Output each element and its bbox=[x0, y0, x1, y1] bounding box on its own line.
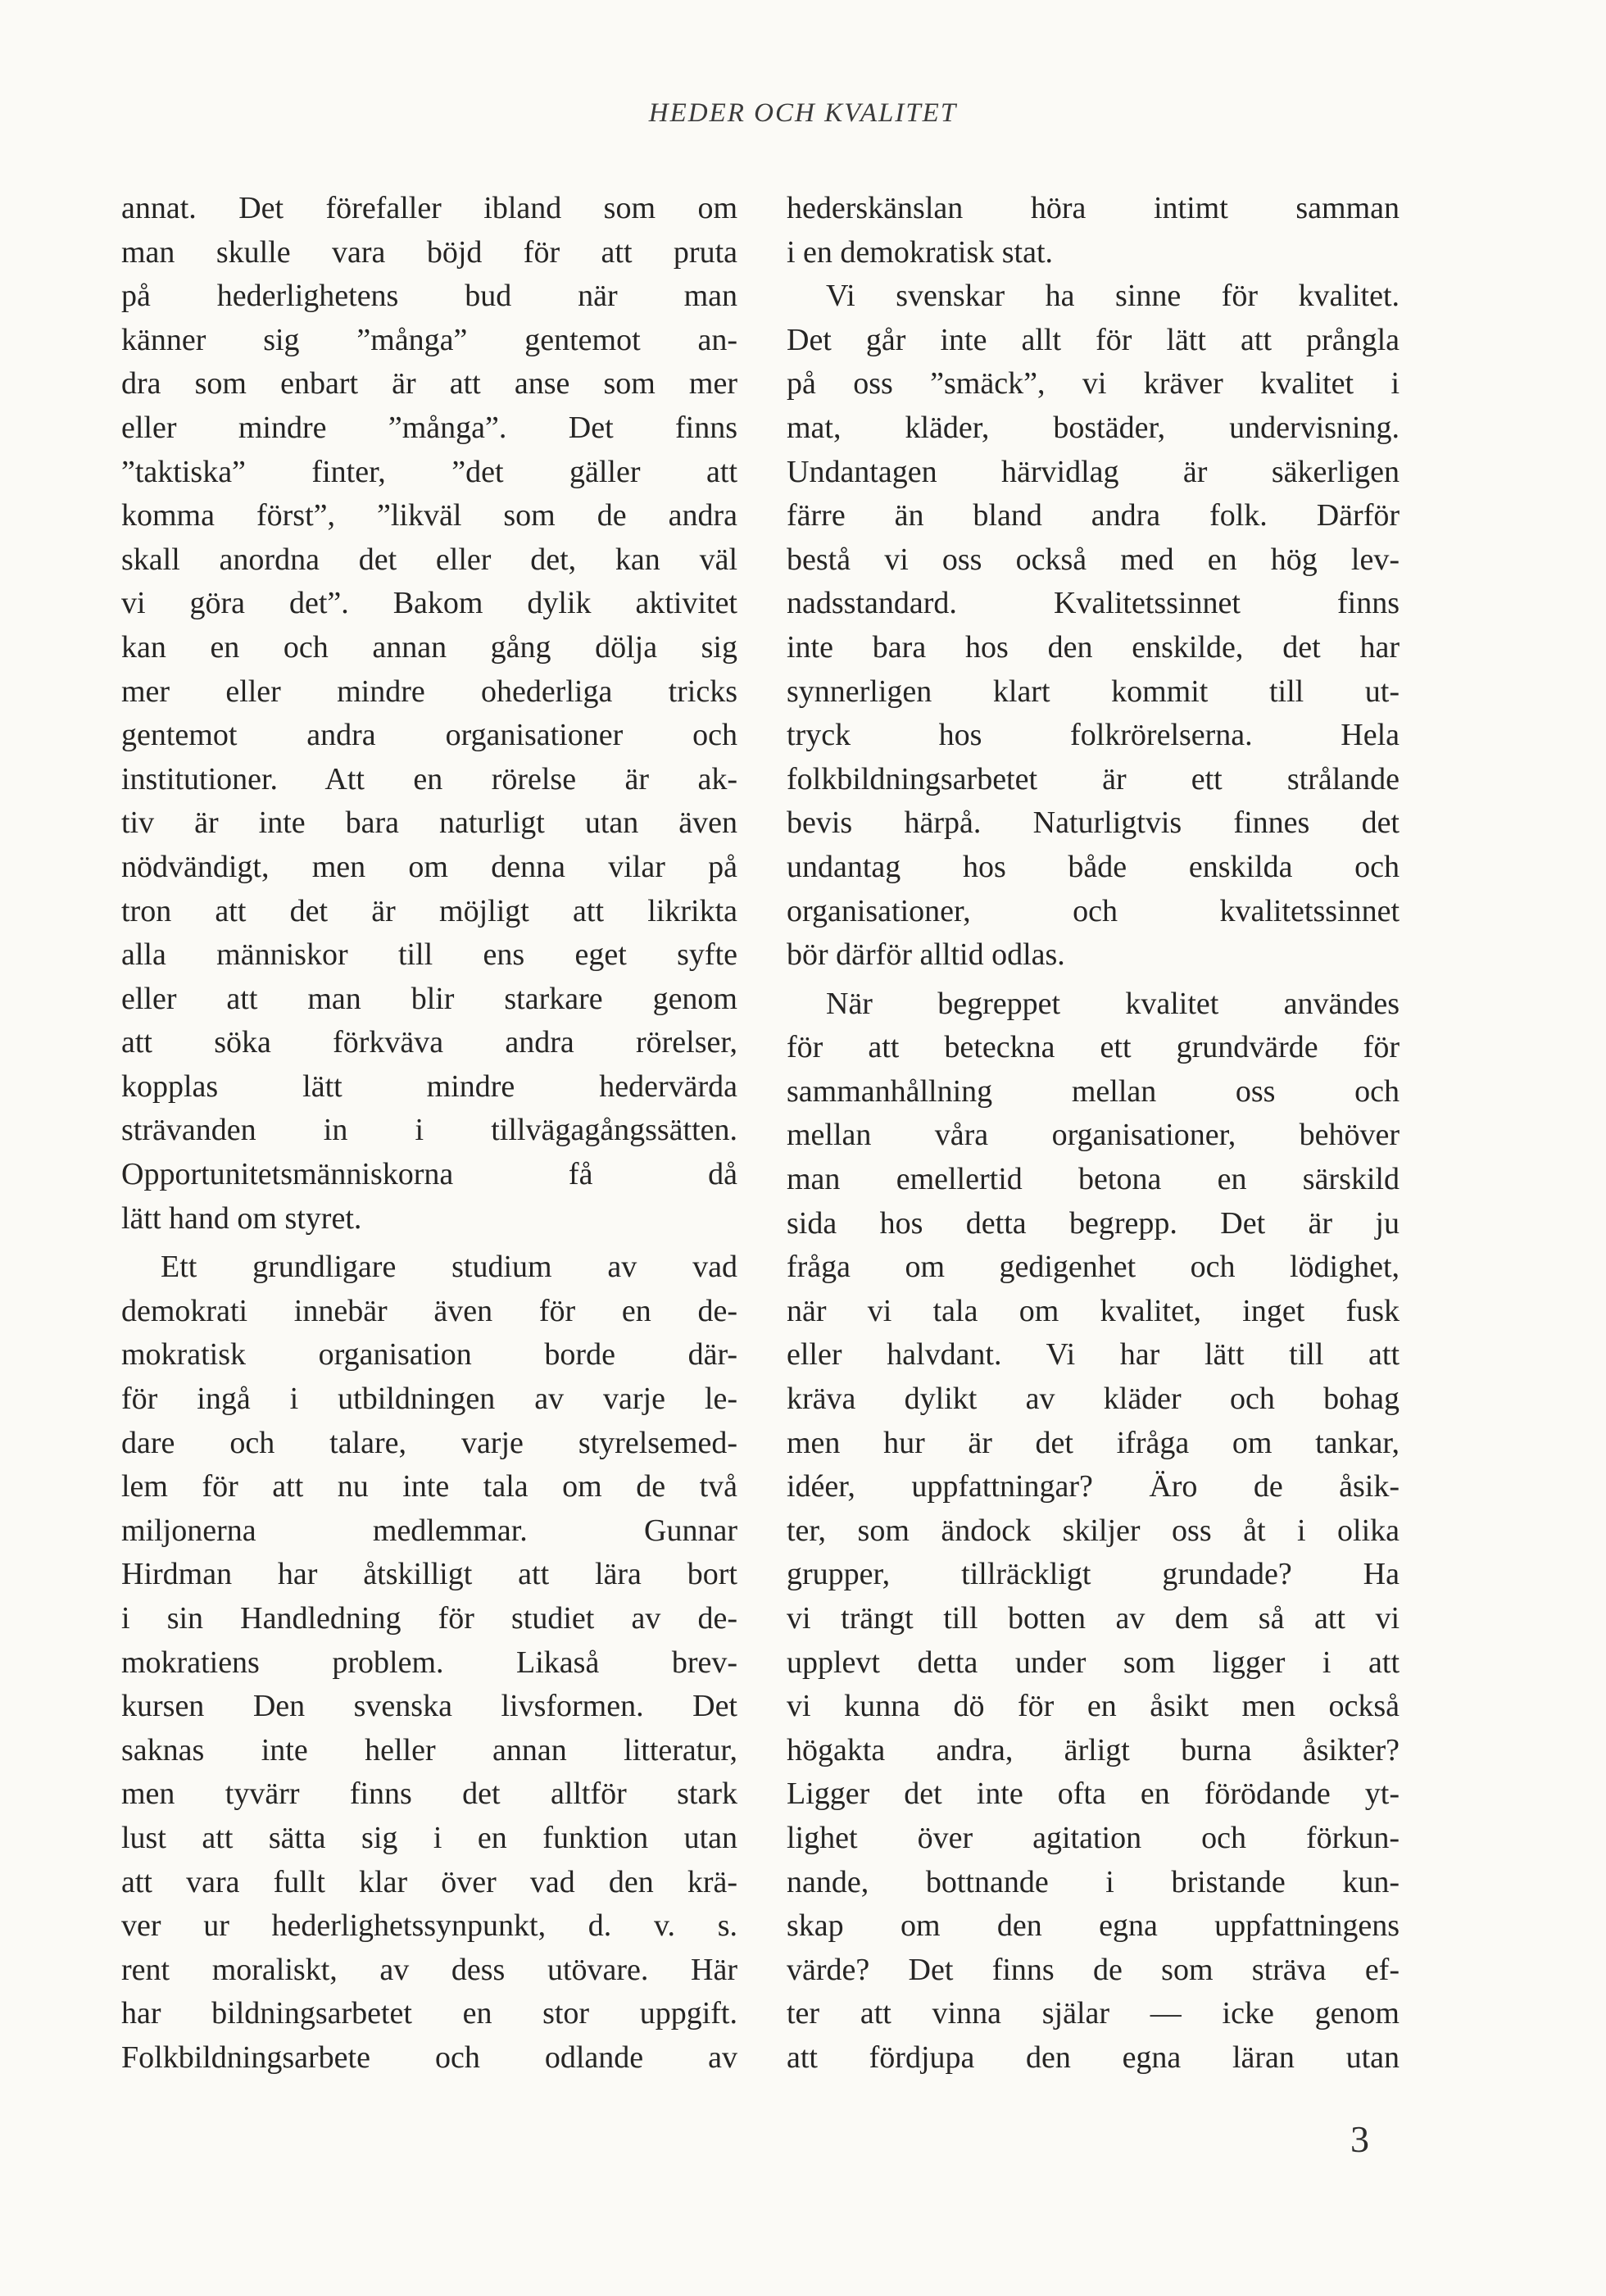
left-column-line: mokratiens problem. Likaså brev- bbox=[121, 1645, 737, 1680]
left-column-line: demokrati innebär även för en de- bbox=[121, 1293, 737, 1328]
page-number: 3 bbox=[1350, 2118, 1369, 2160]
left-column-line: har bildningsarbetet en stor uppgift. bbox=[121, 1996, 737, 2031]
left-column-line: Folkbildningsarbete och odlande av bbox=[121, 2040, 737, 2075]
right-column-line: färre än bland andra folk. Därför bbox=[787, 498, 1400, 533]
left-column-line: gentemot andra organisationer och bbox=[121, 718, 737, 753]
right-column-line: sammanhållning mellan oss och bbox=[787, 1073, 1400, 1109]
right-column-line: på oss ”smäck”, vi kräver kvalitet i bbox=[787, 366, 1400, 402]
left-column-line: Hirdman har åtskilligt att lära bort bbox=[121, 1557, 737, 1592]
left-column-line: dare och talare, varje styrelsemed- bbox=[121, 1425, 737, 1460]
left-column-line: eller att man blir starkare genom bbox=[121, 981, 737, 1016]
left-column-line: saknas inte heller annan litteratur, bbox=[121, 1732, 737, 1767]
left-column-line: lätt hand om styret. bbox=[121, 1200, 362, 1236]
right-column-line: idéer, uppfattningar? Äro de åsik- bbox=[787, 1469, 1400, 1504]
right-column-line: vi kunna dö för en åsikt men också bbox=[787, 1689, 1400, 1724]
right-column-line: när vi tala om kvalitet, inget fusk bbox=[787, 1293, 1400, 1328]
left-column-line: miljonerna medlemmar. Gunnar bbox=[121, 1513, 737, 1548]
left-column-line: komma först”, ”likväl som de andra bbox=[121, 498, 737, 533]
right-column-line: kräva dylikt av kläder och bohag bbox=[787, 1382, 1400, 1417]
right-column-line: hederskänslan höra intimt samman bbox=[787, 191, 1400, 225]
left-column-line: att vara fullt klar över vad den krä- bbox=[121, 1864, 737, 1899]
right-column-line: Det går inte allt för lätt att prångla bbox=[787, 322, 1400, 357]
right-column-line: bevis härpå. Naturligtvis finnes det bbox=[787, 805, 1400, 841]
right-column-line: synnerligen klart kommit till ut- bbox=[787, 674, 1400, 709]
right-column-line: bör därför alltid odlas. bbox=[787, 937, 1065, 973]
left-column-line: nödvändigt, men om denna vilar på bbox=[121, 849, 737, 884]
right-column-line: vi trängt till botten av dem så att vi bbox=[787, 1601, 1400, 1636]
right-column-line: inte bara hos den enskilde, det har bbox=[787, 629, 1400, 665]
left-column-line: mer eller mindre ohederliga tricks bbox=[121, 674, 737, 709]
right-column-line: organisationer, och kvalitetssinnet bbox=[787, 893, 1400, 928]
left-column-line: kopplas lätt mindre hedervärda bbox=[121, 1069, 737, 1104]
right-column-line: ter, som ändock skiljer oss åt i olika bbox=[787, 1513, 1400, 1548]
right-column-line: ter att vinna själar — icke genom bbox=[787, 1996, 1400, 2031]
right-column-line: nande, bottnande i bristande kun- bbox=[787, 1864, 1400, 1899]
right-column-line: för att beteckna ett grundvärde för bbox=[787, 1030, 1400, 1065]
right-column-line: mellan våra organisationer, behöver bbox=[787, 1118, 1400, 1153]
left-column-line: skall anordna det eller det, kan väl bbox=[121, 542, 737, 577]
right-column-line: skap om den egna uppfattningens bbox=[787, 1908, 1400, 1944]
left-column-line: lust att sätta sig i en funktion utan bbox=[121, 1820, 737, 1855]
right-column-line: högakta andra, ärligt burna åsikter? bbox=[787, 1732, 1400, 1767]
running-header: HEDER OCH KVALITET bbox=[648, 98, 958, 128]
left-column-line: i sin Handledning för studiet av de- bbox=[121, 1601, 737, 1636]
right-column-line: sida hos detta begrepp. Det är ju bbox=[787, 1205, 1400, 1241]
left-column-line: kursen Den svenska livsformen. Det bbox=[121, 1689, 737, 1724]
right-column bbox=[787, 187, 1400, 2080]
left-column-line: tron att det är möjligt att likrikta bbox=[121, 893, 737, 928]
right-column-line: värde? Det finns de som sträva ef- bbox=[787, 1952, 1400, 1987]
left-column-line: ”taktiska” finter, ”det gäller att bbox=[121, 454, 737, 489]
left-column-line: tiv är inte bara naturligt utan även bbox=[121, 805, 737, 841]
left-column-line: vi göra det”. Bakom dylik aktivitet bbox=[121, 586, 737, 621]
right-column-line: att fördjupa den egna läran utan bbox=[787, 2040, 1400, 2075]
right-column-line: undantag hos både enskilda och bbox=[787, 849, 1400, 884]
right-column-line: upplevt detta under som ligger i att bbox=[787, 1645, 1400, 1680]
right-column-line: fråga om gedigenhet och lödighet, bbox=[787, 1250, 1400, 1285]
left-column-line: institutioner. Att en rörelse är ak- bbox=[121, 761, 737, 796]
right-column-line: Vi svenskar ha sinne för kvalitet. bbox=[826, 279, 1400, 314]
right-column-line: Undantagen härvidlag är säkerligen bbox=[787, 454, 1400, 489]
right-column-line: grupper, tillräckligt grundade? Ha bbox=[787, 1557, 1400, 1592]
right-column-line: bestå vi oss också med en hög lev- bbox=[787, 542, 1400, 577]
left-column-line: ver ur hederlighetssynpunkt, d. v. s. bbox=[121, 1908, 737, 1944]
left-column-line: strävanden in i tillvägagångssätten. bbox=[121, 1113, 737, 1148]
left-column-line: rent moraliskt, av dess utövare. Här bbox=[121, 1952, 737, 1987]
right-column-line: lighet över agitation och förkun- bbox=[787, 1820, 1400, 1855]
right-column-line: eller halvdant. Vi har lätt till att bbox=[787, 1337, 1400, 1373]
right-column-line: i en demokratisk stat. bbox=[787, 234, 1054, 270]
right-column-line: När begreppet kvalitet användes bbox=[826, 986, 1400, 1021]
left-column-line: Opportunitetsmänniskorna få då bbox=[121, 1157, 737, 1192]
right-column-line: men hur är det ifråga om tankar, bbox=[787, 1425, 1400, 1460]
left-column bbox=[121, 187, 737, 2080]
left-column-line: känner sig ”många” gentemot an- bbox=[121, 322, 737, 357]
left-column-line: kan en och annan gång dölja sig bbox=[121, 629, 737, 665]
right-column-line: Ligger det inte ofta en förödande yt- bbox=[787, 1776, 1400, 1812]
left-column-line: att söka förkväva andra rörelser, bbox=[121, 1025, 737, 1060]
left-column-line: eller mindre ”många”. Det finns bbox=[121, 410, 737, 445]
right-column-line: mat, kläder, bostäder, undervisning. bbox=[787, 410, 1400, 445]
left-column-line: Ett grundligare studium av vad bbox=[161, 1250, 737, 1285]
right-column-line: tryck hos folkrörelserna. Hela bbox=[787, 718, 1400, 753]
left-column-line: men tyvärr finns det alltför stark bbox=[121, 1776, 737, 1812]
left-column-line: alla människor till ens eget syfte bbox=[121, 937, 737, 973]
right-column-line: folkbildningsarbetet är ett strålande bbox=[787, 761, 1400, 796]
left-column-line: lem för att nu inte tala om de två bbox=[121, 1469, 737, 1504]
left-column-line: dra som enbart är att anse som mer bbox=[121, 366, 737, 402]
left-column-line: mokratisk organisation borde där- bbox=[121, 1337, 737, 1373]
left-column-line: annat. Det förefaller ibland som om bbox=[121, 191, 737, 225]
right-column-line: nadsstandard. Kvalitetssinnet finns bbox=[787, 586, 1400, 621]
left-column-line: för ingå i utbildningen av varje le- bbox=[121, 1382, 737, 1417]
right-column-line: man emellertid betona en särskild bbox=[787, 1162, 1400, 1197]
left-column-line: på hederlighetens bud när man bbox=[121, 279, 737, 314]
left-column-line: man skulle vara böjd för att pruta bbox=[121, 234, 737, 270]
